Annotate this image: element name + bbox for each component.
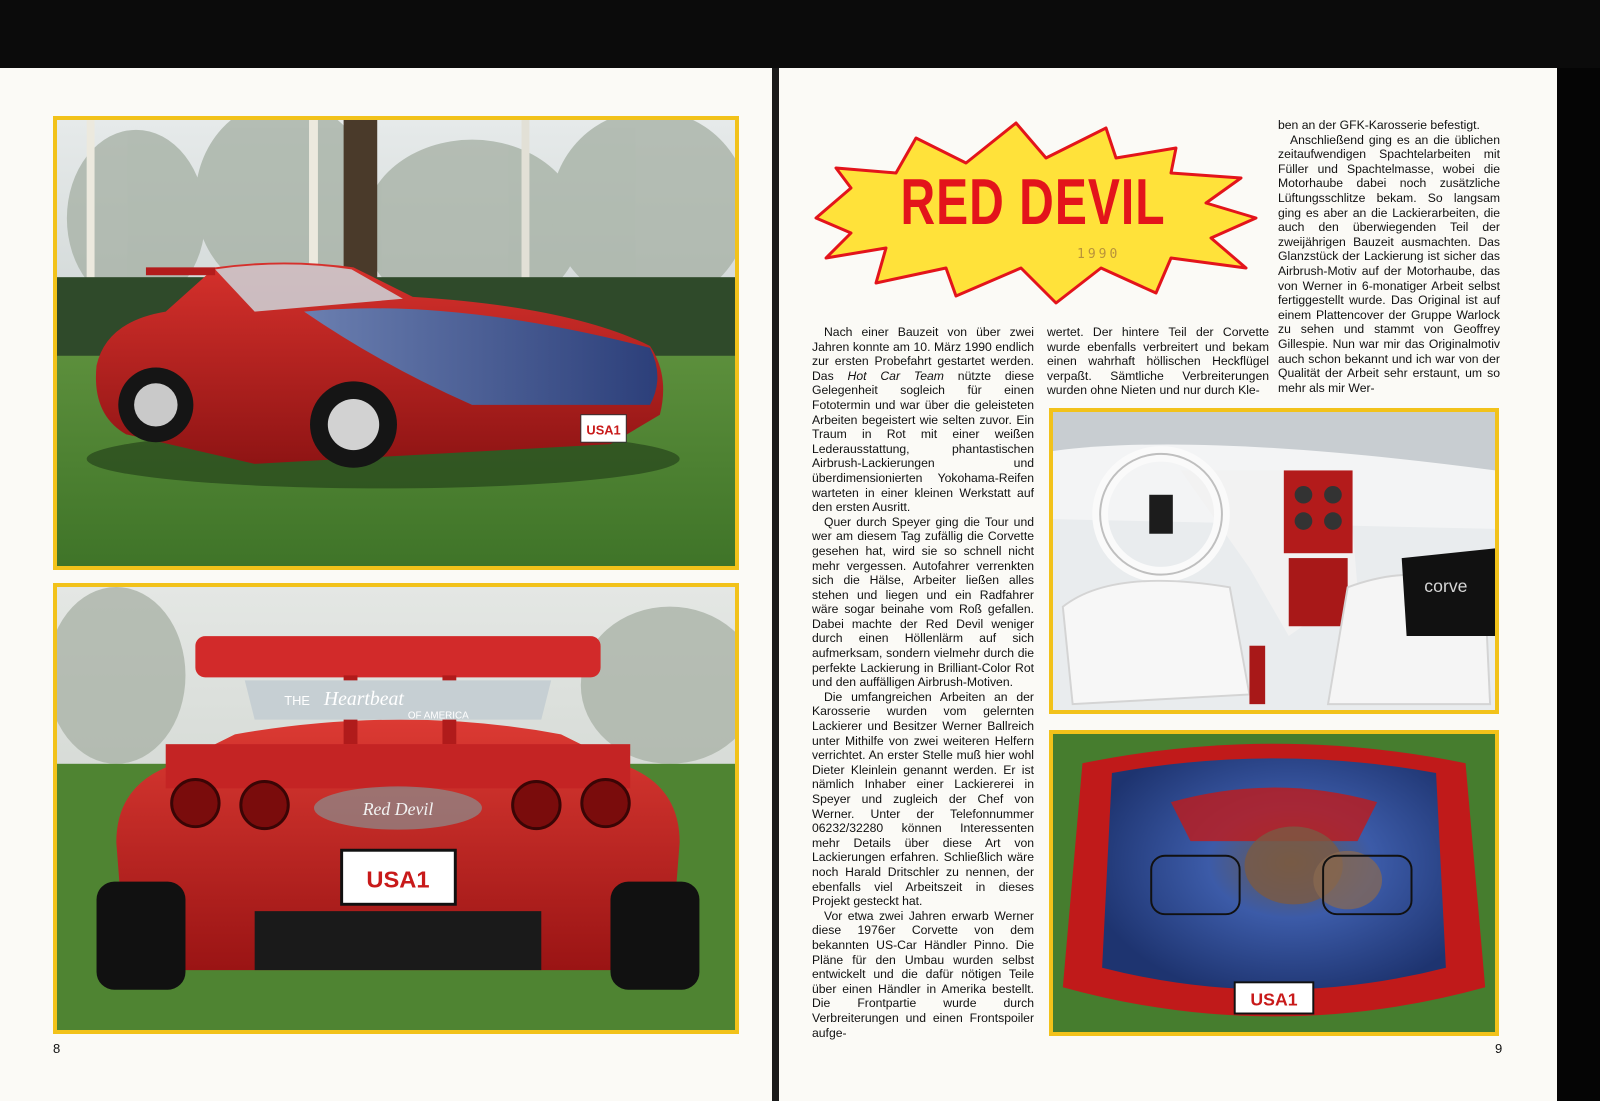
rear-plate-text: USA1: [366, 867, 430, 894]
col3-paragraph-2: Anschließend ging es an die üblichen zeitaufwendigen Spachtelarbeiten mit Füller und Spachtelmasse, wobei die Motorhaube dabei noch zusätzliche Lüftungsschlitze bekam. So langsam ging es aber an die Lackierarbeiten, die auch den überwiegenden Teil der zweijährigen Bauzeit ausmachten. Das Glanzstück der Lackierung ist sicher das Airbrush-Motiv auf der Motorhaube, das von Werner in 6-monatiger Arbeit selbst fertiggestellt wurde. Das Original ist auf einem Plattencover der Gruppe Warlock zu sehen und stammt von Geoffrey Gillespie. Nun war mir das Originalmotiv auch schon bekannt und ich war von der Qualität der Arbeit sehr erstaunt, um so mehr als mir Wer-: [1278, 132, 1500, 395]
article-title: RED DEVIL: [900, 167, 1166, 239]
photo-rear-view: [53, 583, 739, 1034]
col1-paragraph-1: Nach einer Bauzeit von über zwei Jahren konnte am 10. März 1990 endlich zur ersten Probefahrt gestartet werden. Das Hot Car Team nützte diese Gelegenheit sogleich für einen Fototermin und war über die geleisteten Arbeiten begeistert wie selten zuvor. Ein Traum in Rot mit einer weißen Lederausstattung, phantastischen Airbrush-Lackierungen und überdimensionierten Yokohama-Reifen warteten in einer kleinen Werkstatt auf den ersten Ausritt.: [812, 325, 1034, 515]
article-title-block: [806, 118, 1260, 308]
rear-window-text-1: THE: [284, 692, 311, 708]
photo-hood-airbrush: [1049, 730, 1499, 1036]
scan-edge: [1557, 68, 1600, 1101]
page-gutter: [772, 68, 779, 1101]
photo-front-view-image: [57, 120, 735, 566]
hood-plate-text: USA1: [1250, 989, 1298, 1010]
col1-paragraph-2: Quer durch Speyer ging die Tour und wer am diesem Tag zufällig die Corvette gesehen hat, wird sie so schnell nicht mehr vergessen. Autofahrer verrenkten sich die Hälse, Arbeiter ließen alles stehen und liegen und ein Radfahrer wäre sogar beinahe vom Roß gefallen. Dabei machte der Red Devil weniger durch einen Höllenlärm auf sich aufmerksam, sondern vielmehr durch die perfekte Lackierung in Brilliant-Color Rot und den auffälligen Airbrush-Motiven.: [812, 514, 1034, 690]
article-column-1: [812, 325, 1034, 1040]
page-number-right: 9: [1495, 1041, 1503, 1056]
rear-script-text: Red Devil: [362, 798, 434, 819]
photo-rear-view-image: [57, 587, 735, 1030]
col3-paragraph-1: ben an der GFK-Karosserie befestigt.: [1278, 118, 1480, 132]
photo-interior-image: [1053, 412, 1495, 710]
photo-front-view: [53, 116, 739, 570]
rear-window-text-2: Heartbeat: [323, 687, 404, 710]
article-year: 1990: [1077, 247, 1121, 262]
article-column-2: [1047, 325, 1269, 398]
col1-paragraph-4: Vor etwa zwei Jahren erwarb Werner diese 1976er Corvette von dem bekannten US-Car Händler Pinno. Die Pläne für den Umbau wurden selbst entwickelt und die dafür nötigen Teile über einen Händler in Amerika bestellt. Die Frontpartie wurde durch Verbreiterungen und einen Frontspoiler aufge-: [812, 908, 1034, 1040]
article-column-3: [1278, 118, 1500, 395]
col2-paragraph-1: wertet. Der hintere Teil der Corvette wurde ebenfalls verbreitert und bekam einen wahrhaft höllischen Heckflügel verpaßt. Sämtliche Verbreiterungen wurden ohne Nieten und nur durch Kle-: [1047, 325, 1269, 398]
front-plate-text: USA1: [586, 422, 621, 438]
col1-paragraph-3: Die umfangreichen Arbeiten an der Karosserie wurden vom gelernten Lackierer und Besitzer Werner Ballreich unter Mithilfe von zwei weiteren Helfern verrichtet. An erster Stelle muß hier wohl Dieter Kleinlein genannt werden. Er ist nämlich Inhaber einer Lackiererei in Speyer und zugleich der Chef von Werner. Unter der Telefonnummer 06232/32280 können Interessenten mehr Details über diese Art von Lackierungen erfahren. Schließlich wäre noch Harald Dritschler zu nennen, der ebenfalls viel Arbeitszeit in dieses Projekt gesteckt hat.: [812, 689, 1034, 909]
interior-mat-text: corve: [1424, 576, 1468, 597]
photo-interior: [1049, 408, 1499, 714]
page-number-left: 8: [53, 1041, 61, 1056]
photo-hood-image: [1053, 734, 1495, 1032]
rear-window-text-3: OF AMERICA: [407, 710, 469, 722]
hot-car-team-name: Hot Car Team: [847, 368, 944, 383]
